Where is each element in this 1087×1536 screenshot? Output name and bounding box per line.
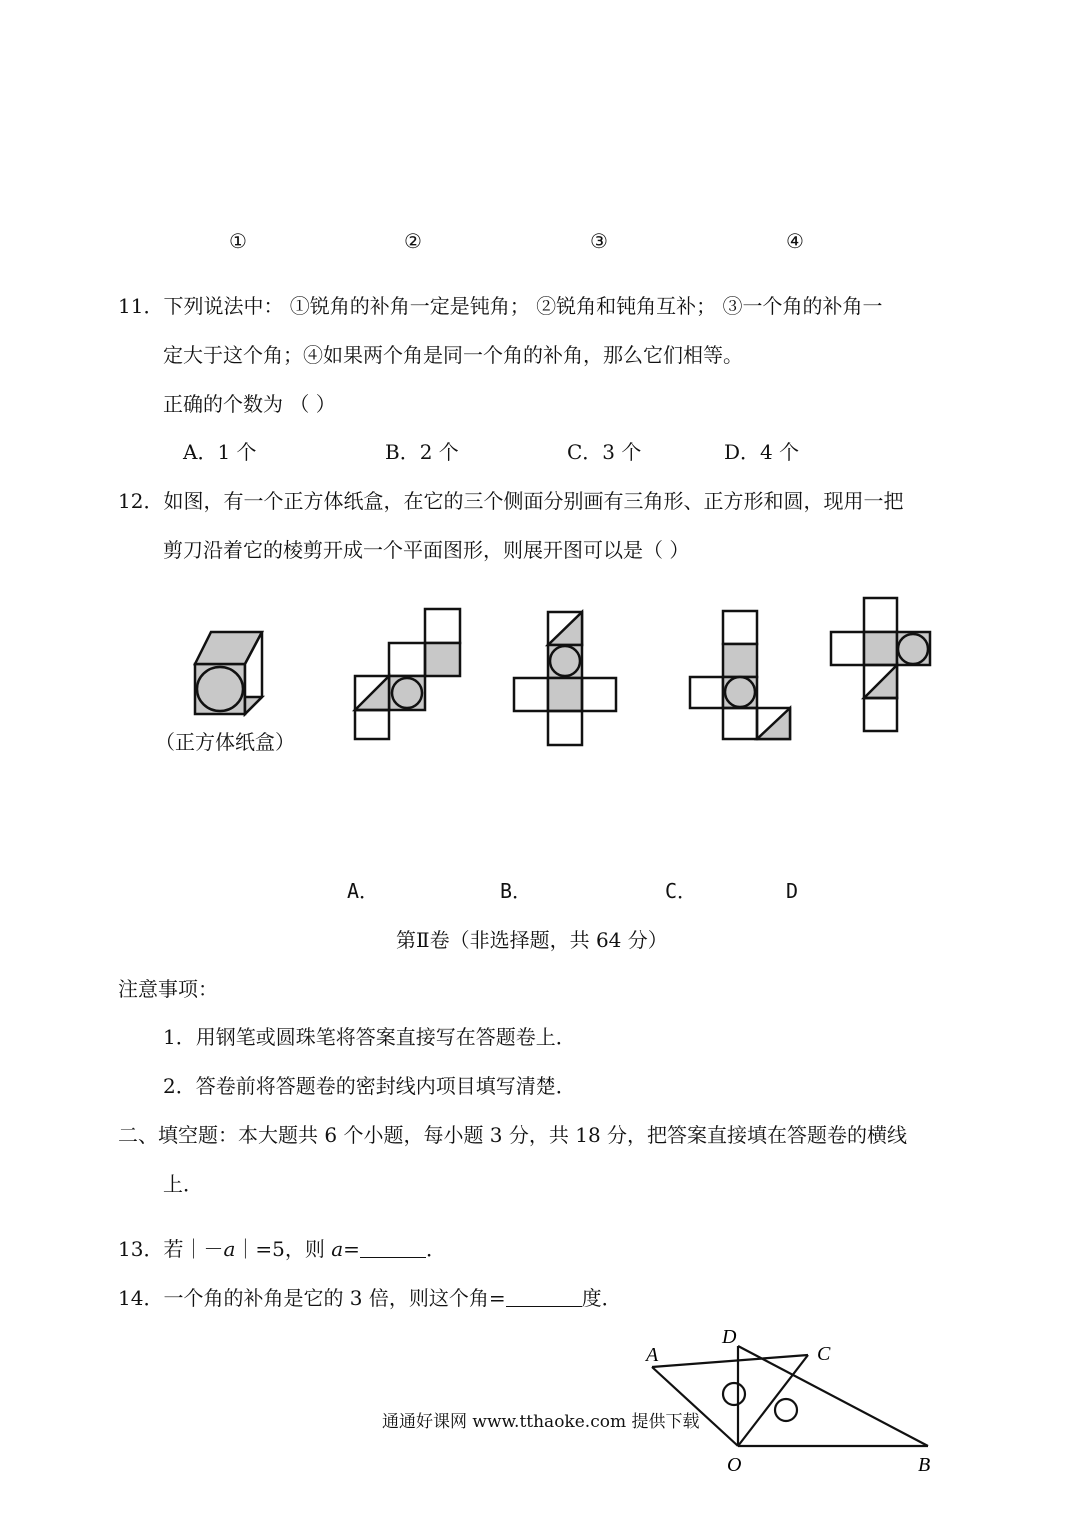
q11-option-b: B．2 个 xyxy=(385,440,459,464)
net-d xyxy=(831,598,930,731)
q11-line2: 定大于这个角；④如果两个角是同一个角的补角，那么它们相等。 xyxy=(163,343,743,367)
net-a xyxy=(355,609,460,739)
q11-option-a: A．1 个 xyxy=(183,440,257,464)
q13-var2: a xyxy=(331,1237,344,1261)
figure-marker-2: ② xyxy=(404,229,422,253)
section2-title: 第Ⅱ卷（非选择题，共 64 分） xyxy=(396,928,668,952)
label-o: O xyxy=(727,1454,742,1476)
q13 xyxy=(118,1237,446,1261)
q12-line2: 剪刀沿着它的棱剪开成一个平面图形，则展开图可以是（ ） xyxy=(163,538,690,562)
q11-option-d: D．4 个 xyxy=(724,440,800,464)
q11-option-c: C．3 个 xyxy=(567,440,642,464)
fill-section-line2: 上． xyxy=(163,1172,203,1196)
q14 xyxy=(118,1286,622,1310)
q12-option-d: D xyxy=(786,879,799,903)
q13-end: ． xyxy=(425,1237,446,1261)
q14-suffix: 度． xyxy=(581,1286,622,1310)
footer-text: 通通好课网 www.tthaoke.com 提供下载 xyxy=(382,1412,700,1432)
net-b xyxy=(514,612,616,745)
notes-heading: 注意事项： xyxy=(118,977,218,1001)
q14-prefix: 14．一个角的补角是它的 3 倍，则这个角= xyxy=(118,1286,506,1310)
cube-drawing xyxy=(195,632,262,714)
net-c xyxy=(690,611,790,739)
q13-prefix: 13．若｜－ xyxy=(118,1237,224,1261)
q13-var: a xyxy=(223,1237,236,1261)
q12-option-b: B． xyxy=(500,879,533,903)
label-c: C xyxy=(817,1343,831,1365)
q12-option-c: C． xyxy=(665,879,698,903)
q11-line1: 11．下列说法中： ①锐角的补角一定是钝角； ②锐角和钝角互补； ③一个角的补角一 xyxy=(118,294,883,318)
q13-mid: ｜=5，则 xyxy=(235,1237,332,1261)
label-b: B xyxy=(918,1454,931,1476)
label-d: D xyxy=(722,1326,737,1348)
q13-eq: = xyxy=(343,1237,360,1261)
note-2: 2．答卷前将答题卷的密封线内项目填写清楚． xyxy=(163,1074,576,1098)
q13-answer-blank[interactable] xyxy=(360,1239,426,1258)
q14-answer-blank[interactable] xyxy=(506,1288,582,1307)
fill-section-line1: 二、填空题：本大题共 6 个小题，每小题 3 分，共 18 分，把答案直接填在答题卷的横线 xyxy=(118,1123,908,1147)
q11-line3: 正确的个数为 （ ） xyxy=(163,392,336,416)
label-a: A xyxy=(646,1344,659,1366)
cube-caption: （正方体纸盒） xyxy=(155,730,295,754)
figure-marker-1: ① xyxy=(229,229,247,253)
figure-marker-3: ③ xyxy=(590,229,608,253)
q12-option-a: A． xyxy=(347,879,380,903)
figure-marker-4: ④ xyxy=(786,229,804,253)
q12-line1: 12．如图，有一个正方体纸盒，在它的三个侧面分别画有三角形、正方形和圆，现用一把 xyxy=(118,489,904,513)
note-1: 1．用钢笔或圆珠笔将答案直接写在答题卷上． xyxy=(163,1025,576,1049)
